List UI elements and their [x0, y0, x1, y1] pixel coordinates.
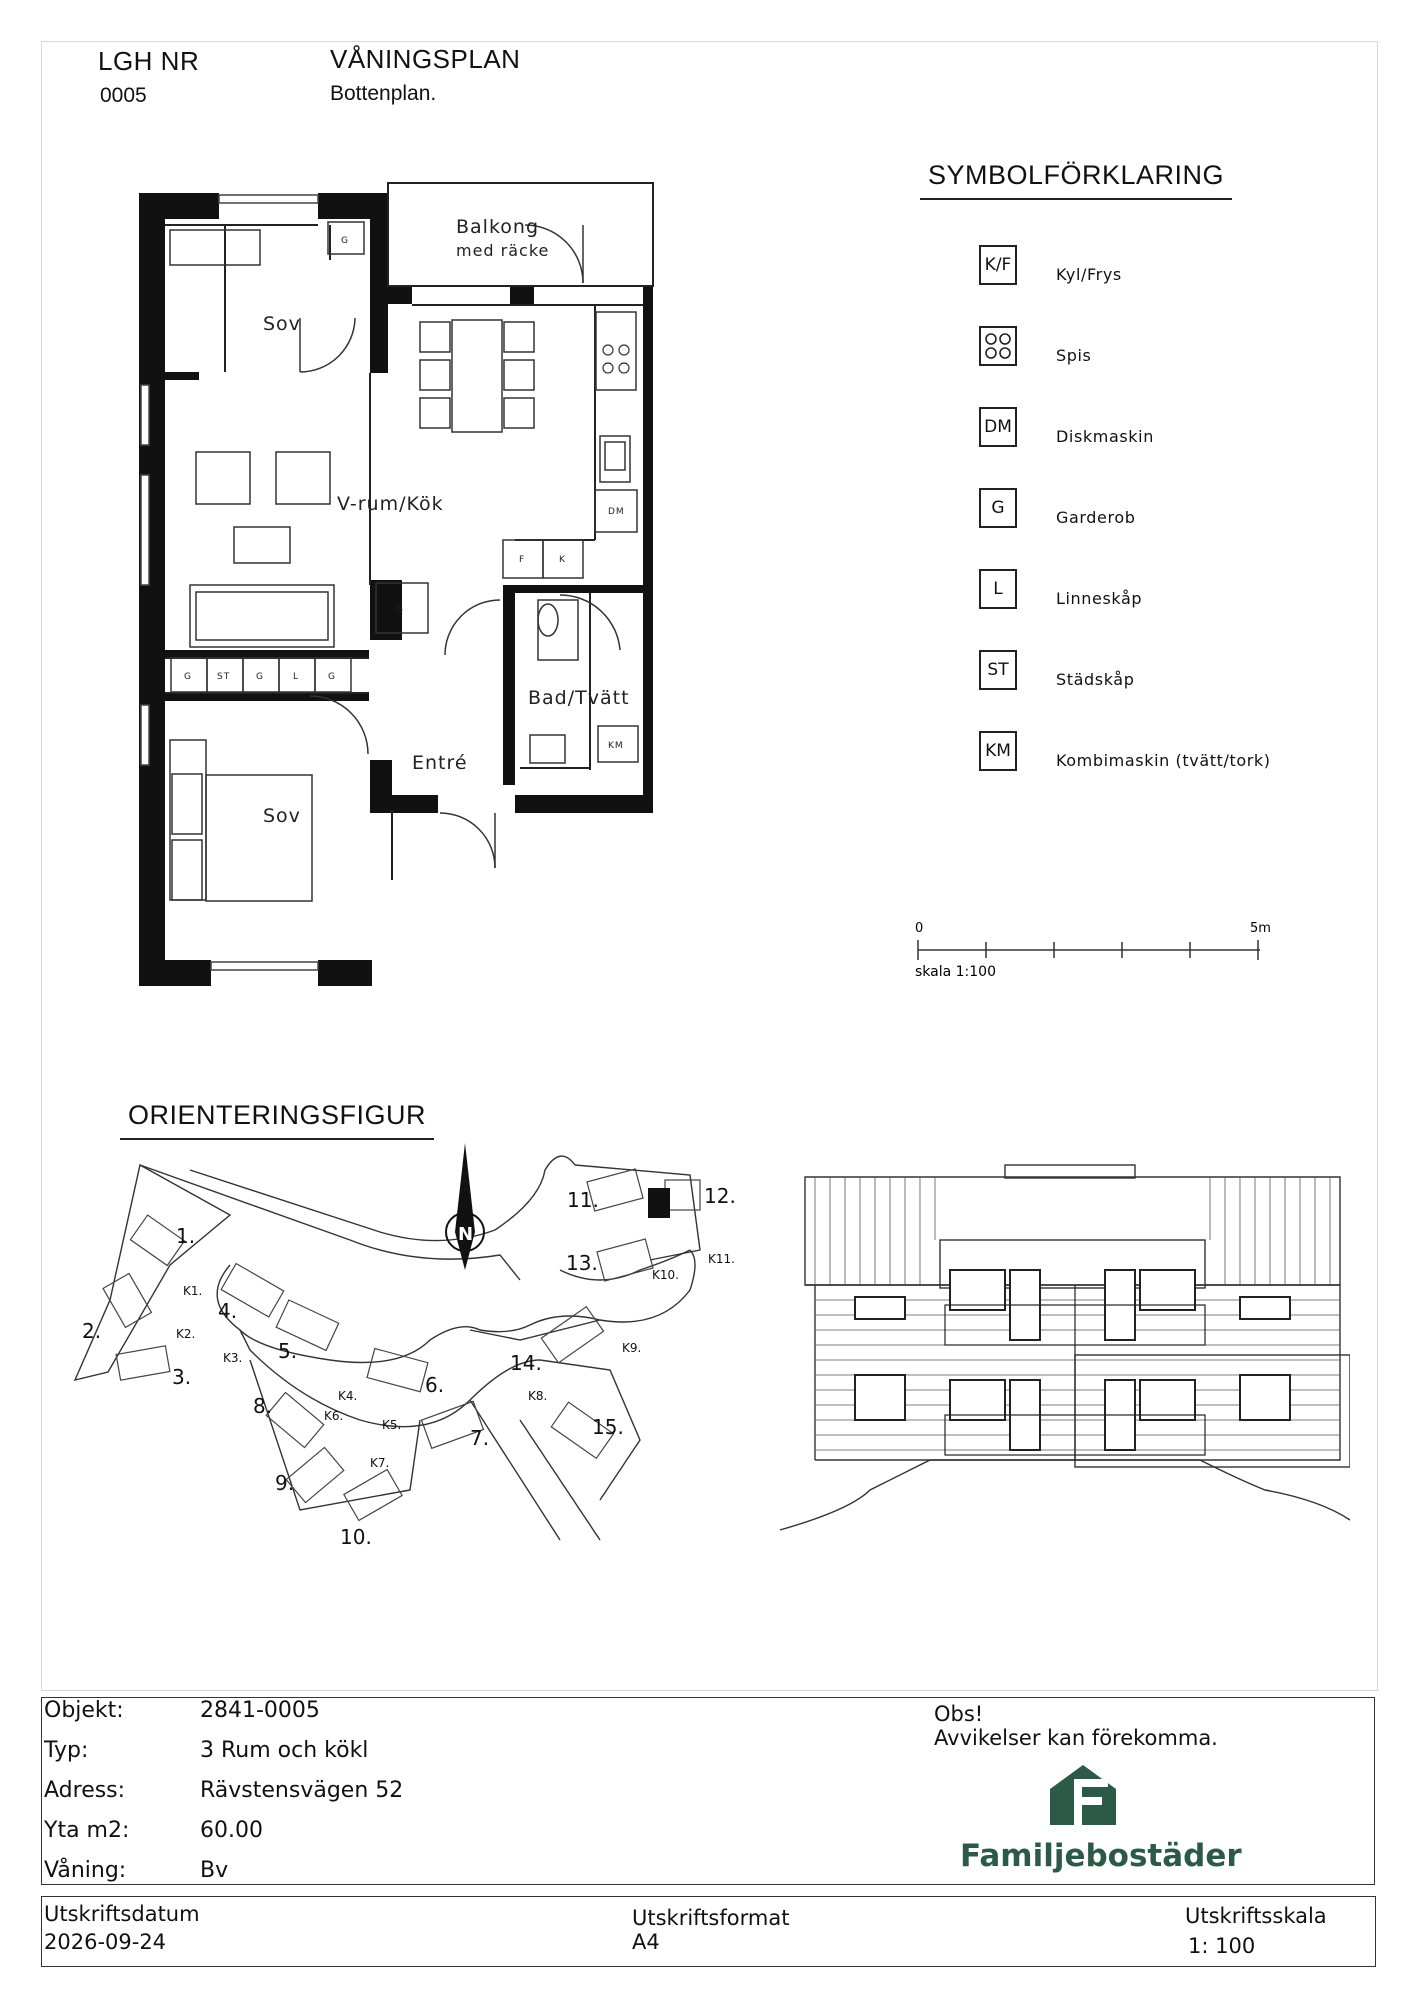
info-key-0: Objekt: [44, 1698, 124, 1723]
legend-symbol-5: ST [979, 650, 1017, 690]
note-title: Obs! [934, 1702, 984, 1726]
label-f: F [519, 555, 526, 565]
building-label-12: 12. [704, 1184, 736, 1208]
label-row-g3: G [328, 672, 336, 682]
k-label-6: K6. [324, 1409, 344, 1423]
legend-symbol-3: G [979, 488, 1017, 528]
north-label: N [458, 1224, 474, 1245]
scale-end: 5m [1250, 921, 1271, 936]
k-label-8: K8. [528, 1389, 548, 1403]
print-format-label: Utskriftsformat [632, 1906, 790, 1930]
info-key-2: Adress: [44, 1778, 126, 1803]
building-label-5: 5. [278, 1339, 298, 1363]
legend-text-3: Garderob [1056, 508, 1136, 527]
legend-title: SYMBOLFÖRKLARING [928, 160, 1225, 190]
k-label-5: K5. [382, 1418, 402, 1432]
lgh-value: 0005 [100, 84, 147, 107]
info-value-3: 60.00 [200, 1818, 263, 1843]
info-value-1: 3 Rum och kökl [200, 1738, 369, 1763]
k-label-3: K3. [223, 1351, 243, 1365]
legend-text-0: Kyl/Frys [1056, 265, 1122, 284]
label-row-st: ST [217, 672, 231, 682]
legend-symbol-2: DM [979, 407, 1017, 447]
info-key-3: Yta m2: [44, 1818, 130, 1843]
building-label-15: 15. [592, 1415, 624, 1439]
building-label-13: 13. [566, 1251, 598, 1275]
building-label-9: 9. [275, 1471, 295, 1495]
lgh-label: LGH NR [98, 46, 200, 76]
plan-label: VÅNINGSPLAN [330, 44, 521, 74]
label-row-g2: G [256, 672, 264, 682]
scale-caption: skala 1:100 [915, 964, 996, 980]
scale-bar [910, 910, 1280, 980]
label-km: KM [608, 741, 624, 751]
label-row-g1: G [184, 672, 192, 682]
legend-text-4: Linneskåp [1056, 589, 1143, 608]
orientation-title: ORIENTERINGSFIGUR [128, 1100, 427, 1130]
room-sov-bottom: Sov [263, 805, 301, 827]
building-label-14: 14. [510, 1351, 542, 1375]
building-label-10: 10. [340, 1525, 372, 1549]
building-label-6: 6. [425, 1373, 445, 1397]
label-g-entre: G [396, 605, 404, 615]
floor-plan [130, 180, 670, 1000]
print-scale-label: Utskriftsskala [1185, 1904, 1327, 1928]
legend-text-6: Kombimaskin (tvätt/tork) [1056, 751, 1271, 770]
scale-start: 0 [915, 921, 924, 936]
building-label-4: 4. [218, 1299, 238, 1323]
building-label-2: 2. [82, 1319, 102, 1343]
orientation-map [70, 1140, 760, 1570]
print-date-value: 2026-09-24 [44, 1930, 167, 1954]
room-balkong: Balkong [456, 216, 540, 238]
info-value-4: Bv [200, 1858, 229, 1883]
k-label-9: K9. [622, 1341, 642, 1355]
print-format-value: A4 [632, 1930, 660, 1954]
familjebostader-logo-icon [1050, 1765, 1116, 1825]
k-label-7: K7. [370, 1456, 390, 1470]
print-scale-value: 1: 100 [1188, 1934, 1256, 1958]
note-text: Avvikelser kan förekomma. [934, 1726, 1218, 1750]
building-label-8: 8. [253, 1394, 273, 1418]
info-value-0: 2841-0005 [200, 1698, 320, 1723]
brand-name: Familjebostäder [960, 1838, 1242, 1874]
building-label-11: 11. [567, 1188, 599, 1212]
legend-symbol-6: KM [979, 731, 1017, 771]
legend-symbol-1 [979, 326, 1017, 366]
room-balkong-sub: med räcke [456, 241, 550, 260]
room-sov-top: Sov [263, 313, 301, 335]
legend-symbol-0: K/F [979, 245, 1017, 285]
k-label-2: K2. [176, 1327, 196, 1341]
room-bad-tvatt: Bad/Tvätt [528, 687, 630, 709]
stove-icon [983, 331, 1013, 361]
building-label-3: 3. [172, 1365, 192, 1389]
info-key-1: Typ: [44, 1738, 89, 1763]
plan-value: Bottenplan. [330, 82, 437, 105]
building-label-7: 7. [470, 1426, 490, 1450]
label-k: K [559, 555, 566, 565]
building-elevation [780, 1160, 1350, 1540]
label-dm: DM [608, 507, 625, 517]
info-key-4: Våning: [44, 1858, 127, 1883]
legend-symbol-4: L [979, 569, 1017, 609]
room-entre: Entré [412, 752, 468, 774]
room-vrum-kok: V-rum/Kök [337, 493, 444, 515]
k-label-11: K11. [708, 1252, 735, 1266]
legend-text-1: Spis [1056, 346, 1092, 365]
k-label-4: K4. [338, 1389, 358, 1403]
legend-text-5: Städskåp [1056, 670, 1135, 689]
info-value-2: Rävstensvägen 52 [200, 1778, 404, 1803]
label-g-top: G [341, 236, 349, 246]
label-row-l: L [293, 672, 300, 682]
legend-text-2: Diskmaskin [1056, 427, 1154, 446]
print-date-label: Utskriftsdatum [44, 1902, 200, 1926]
building-label-1: 1. [176, 1224, 196, 1248]
k-label-10: K10. [652, 1268, 679, 1282]
k-label-1: K1. [183, 1284, 203, 1298]
